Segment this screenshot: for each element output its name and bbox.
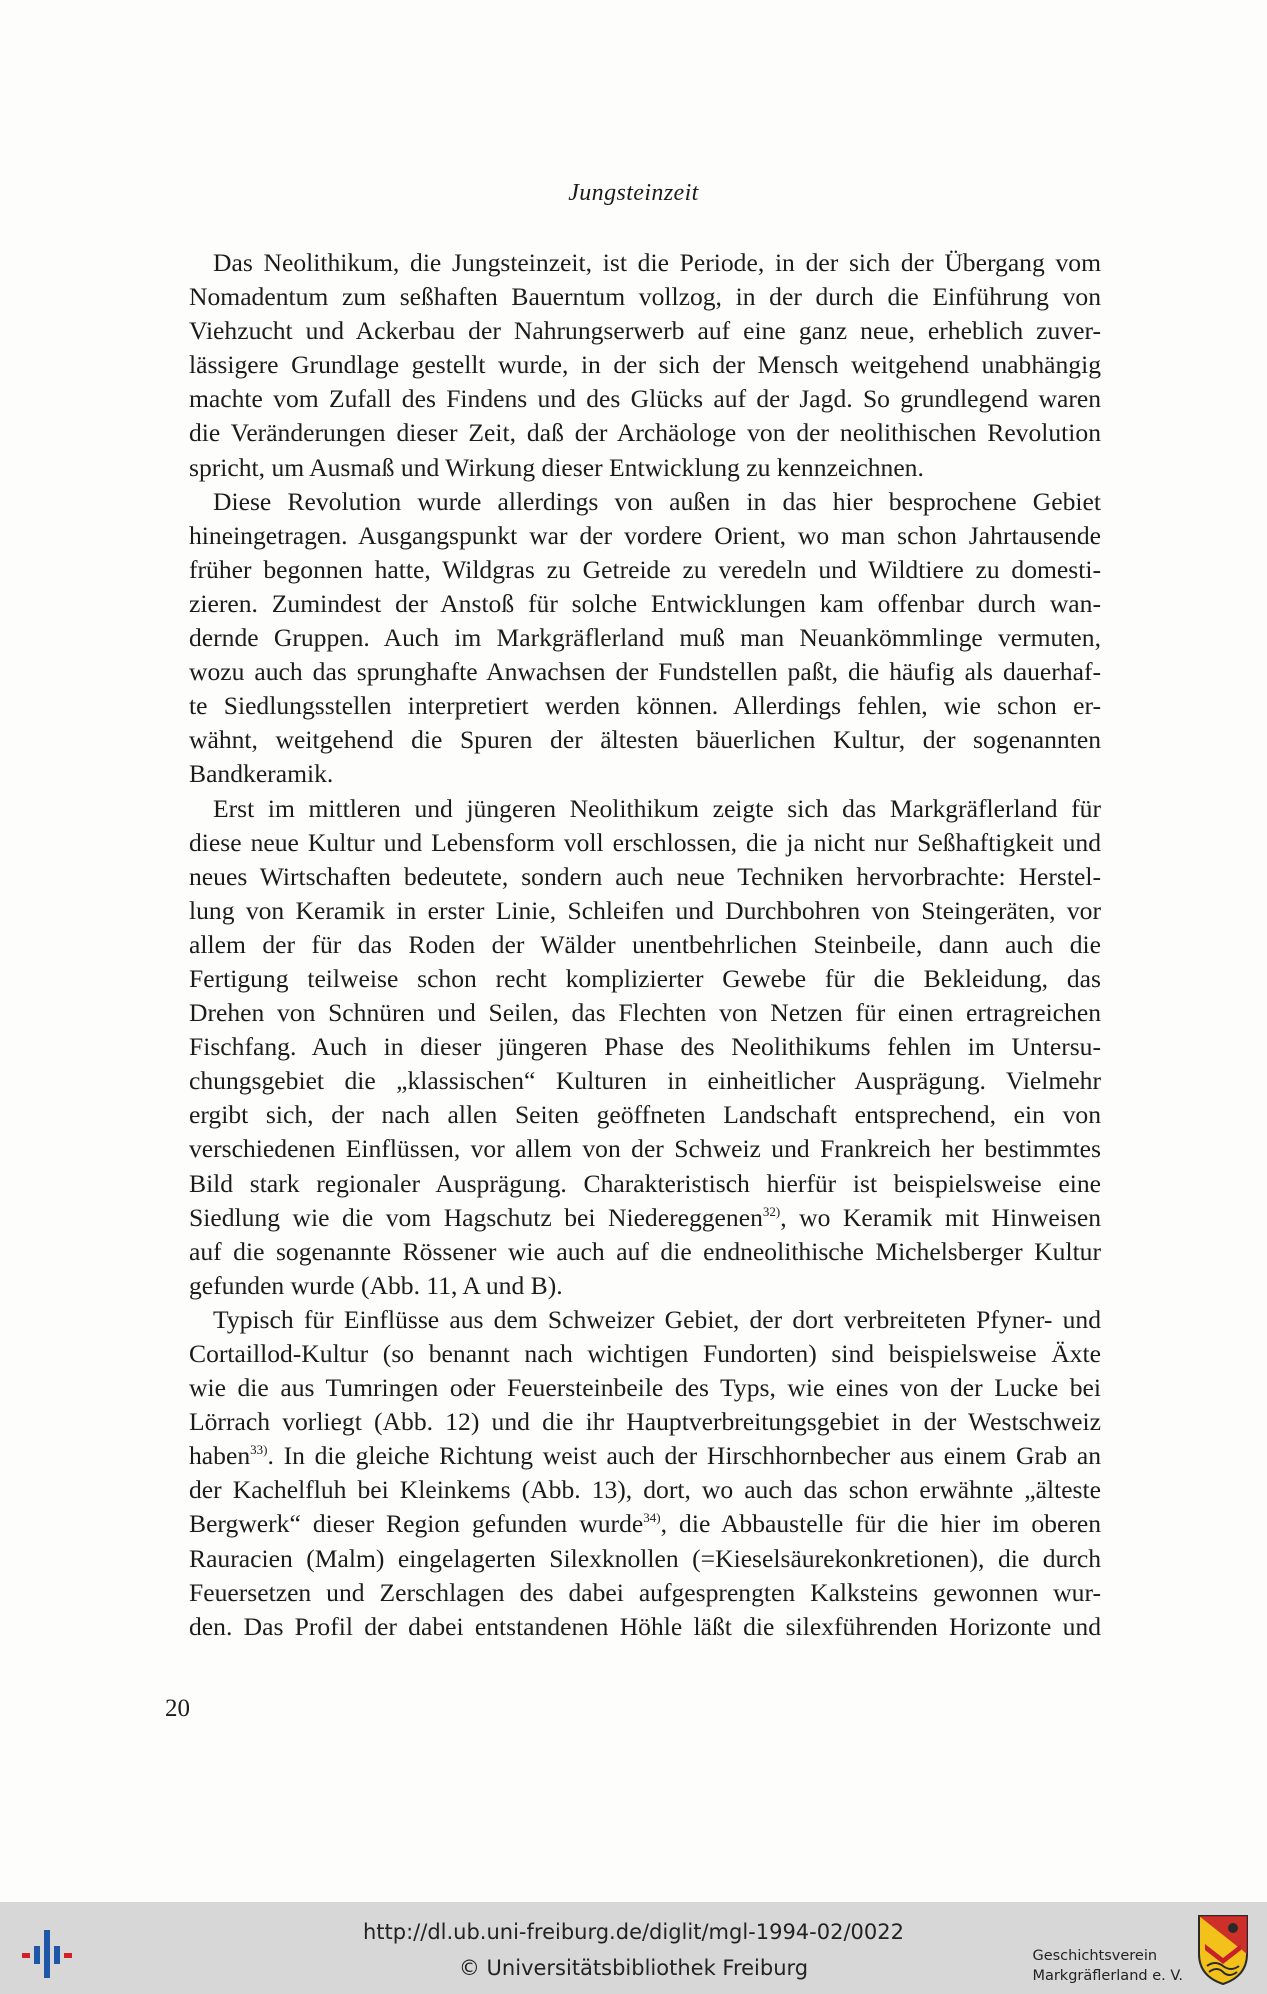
footnote-marker: 34) <box>643 1510 661 1526</box>
text-line: lung von Keramik in erster Linie, Schleifen und Durchbohren von Steingeräten, vor <box>189 895 1101 925</box>
text-line: haben$^{33)}$. In die gleiche Richtung weist auch der Hirschhornbecher aus einem Grab an <box>189 1441 1101 1471</box>
text-line: ergibt sich, der nach allen Seiten geöffneten Landschaft entsprechend, ein von <box>189 1100 1101 1130</box>
page-number: 20 <box>165 1695 190 1722</box>
text-line: Lörrach vorliegt (Abb. 12) und die ihr Hauptverbreitungsgebiet in der Westschweiz <box>189 1407 1101 1437</box>
text-line: wähnt, weitgehend die Spuren der ältesten bäuerlichen Kultur, der sogenannten <box>189 725 1101 755</box>
text-line: Typisch für Einflüsse aus dem Schweizer Gebiet, der dort verbreiteten Pfyner- und <box>213 1304 1101 1334</box>
text-line: Bandkeramik. <box>189 759 334 789</box>
text-line: Bergwerk“ dieser Region gefunden wurde$^{34)}$, die Abbaustelle für die hier im oberen <box>189 1509 1101 1539</box>
text-line: wie die aus Tumringen oder Feuersteinbeile des Typs, wie eines von der Lucke bei <box>189 1373 1101 1403</box>
footnote-marker: 32) <box>762 1203 781 1219</box>
footer-url-link[interactable]: http://dl.ub.uni-freiburg.de/diglit/mgl-1994-02/0022 <box>362 1920 904 1944</box>
text-line: Erst im mittleren und jüngeren Neolithikum zeigte sich das Markgräflerland für <box>213 793 1101 823</box>
text-line: Fischfang. Auch in dieser jüngeren Phase des Neolithikums fehlen im Untersu- <box>189 1032 1101 1062</box>
paragraph <box>165 485 1101 792</box>
text-line: den. Das Profil der dabei entstandenen Höhle läßt die silexführenden Horizonte und <box>189 1611 1101 1641</box>
paragraph <box>165 1303 1101 1644</box>
text-line: wozu auch das sprunghafte Anwachsen der Fundstellen paßt, die häufig als dauerhaf- <box>189 657 1101 687</box>
coat-of-arms-icon <box>1197 1914 1249 1986</box>
text-line: machte vom Zufall des Findens und des Glücks auf der Jagd. So grundlegend waren <box>189 384 1101 414</box>
footer-org-line1: Geschichtsverein <box>1032 1948 1158 1964</box>
footer-copyright: © Universitätsbibliothek Freiburg <box>458 1956 809 1980</box>
text-line: dernde Gruppen. Auch im Markgräflerland muß man Neuankömmlinge vermuten, <box>189 623 1101 653</box>
text-line: allem der für das Roden der Wälder unentbehrlichen Steinbeile, dann auch die <box>189 929 1101 959</box>
text-line: Das Neolithikum, die Jungsteinzeit, ist die Periode, in der sich der Übergang vom <box>213 248 1101 277</box>
paragraph <box>165 246 1101 485</box>
text-line: diese neue Kultur und Lebensform voll erschlossen, die ja nicht nur Seßhaftigkeit und <box>189 827 1101 857</box>
paragraph <box>165 792 1101 1303</box>
text-line: Rauracien (Malm) eingelagerten Silexknollen (=Kieselsäurekonkretionen), die durch <box>189 1543 1101 1573</box>
text-line: te Siedlungsstellen interpretiert werden können. Allerdings fehlen, wie schon er- <box>189 691 1101 721</box>
text-line: hineingetragen. Ausgangspunkt war der vordere Orient, wo man schon Jahrtausende <box>189 520 1101 550</box>
text-line: früher begonnen hatte, Wildgras zu Getreide zu veredeln und Wildtiere zu domesti- <box>189 554 1101 584</box>
text-line: Viehzucht und Ackerbau der Nahrungserwerb auf eine ganz neue, erheblich zuver- <box>189 316 1101 346</box>
text-line: Drehen von Schnüren und Seilen, das Flechten von Netzen für einen ertragreichen <box>189 998 1101 1028</box>
text-line: verschiedenen Einflüssen, vor allem von der Schweiz und Frankreich her bestimmtes <box>189 1134 1101 1164</box>
text-line: Bild stark regionaler Ausprägung. Charakteristisch hierfür ist beispielsweise eine <box>189 1168 1101 1198</box>
running-head: Jungsteinzeit <box>568 180 699 206</box>
text-line: Diese Revolution wurde allerdings von außen in das hier besprochene Gebiet <box>213 486 1101 516</box>
text-line: gefunden wurde (Abb. 11, A und B). <box>189 1270 563 1300</box>
text-line: Siedlung wie die vom Hagschutz bei Niedereggenen$^{32)}$, wo Keramik mit Hinweisen <box>189 1202 1101 1232</box>
body-text <box>165 246 1101 1644</box>
text-line: chungsgebiet die „klassischen“ Kulturen in einheitlicher Ausprägung. Vielmehr <box>189 1066 1101 1096</box>
text-line: auf die sogenannte Rössener wie auch auf die endneolithische Michelsberger Kultur <box>189 1236 1101 1266</box>
text-line: zieren. Zumindest der Anstoß für solche Entwicklungen kam offenbar durch wan- <box>189 588 1101 618</box>
footer-org-line2: Markgräflerland e. V. <box>1032 1968 1183 1984</box>
text-line: lässigere Grundlage gestellt wurde, in der sich der Mensch weitgehend unabhängig <box>189 350 1101 380</box>
footer-organization <box>1032 1946 1183 1986</box>
text-line: Feuersetzen und Zerschlagen des dabei aufgesprengten Kalksteins gewonnen wur- <box>189 1577 1101 1607</box>
footer-bar <box>0 1902 1267 1994</box>
text-line: neues Wirtschaften bedeutete, sondern auch neue Techniken hervorbrachte: Herstel- <box>189 861 1101 891</box>
text-line: Fertigung teilweise schon recht komplizierter Gewebe für die Bekleidung, das <box>189 963 1101 993</box>
footnote-marker: 33) <box>250 1442 268 1458</box>
text-line: Cortaillod-Kultur (so benannt nach wichtigen Fundorten) sind beispielsweise Äxte <box>189 1339 1101 1368</box>
text-line: spricht, um Ausmaß und Wirkung dieser Entwicklung zu kennzeichnen. <box>189 452 924 482</box>
text-line: die Veränderungen dieser Zeit, daß der Archäologe von der neolithischen Revolution <box>189 418 1101 448</box>
text-line: der Kachelfluh bei Kleinkems (Abb. 13), dort, wo auch das schon erwähnte „älteste <box>189 1475 1101 1505</box>
text-line: Nomadentum zum seßhaften Bauerntum vollzog, in der durch die Einführung von <box>189 282 1101 312</box>
